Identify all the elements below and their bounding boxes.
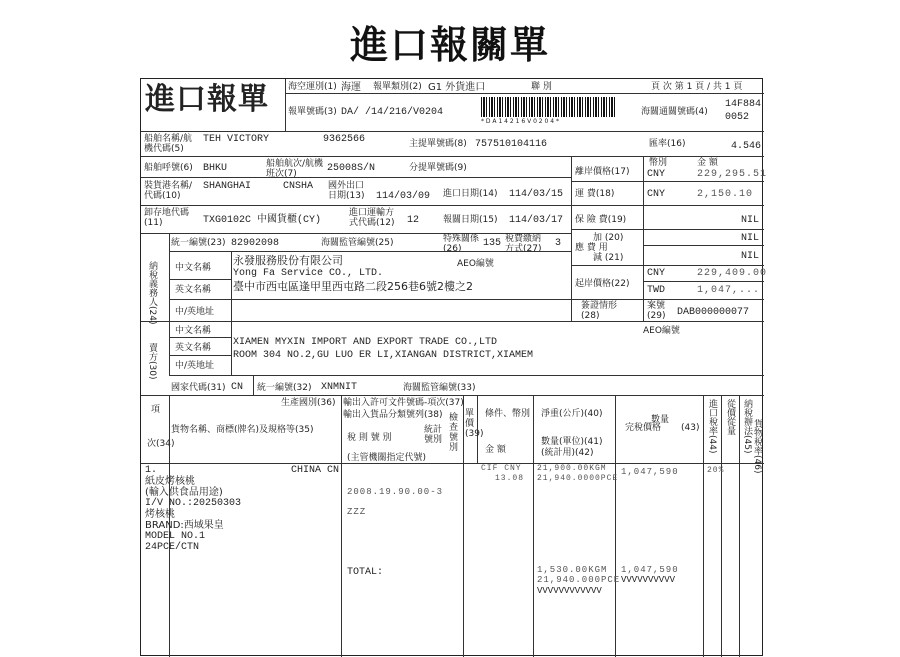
call-sign-label: 船舶呼號(6) [144,163,193,173]
declaration-no-label: 報單號碼(3) [288,107,337,117]
check-label: 檢查號別 [449,413,459,453]
rate-col-label: 進口稅率(44) [707,399,717,454]
qty-label: 數量(單位)(41) [541,437,603,447]
seller-customs-reg-label: 海關監管編號(33) [403,383,476,393]
main-label: (主管機關指定代號) [347,453,427,463]
amount-label: 金 額 [697,158,718,168]
declare-date-value: 114/03/17 [509,215,564,226]
freight-amount: 2,150.10 [697,189,754,200]
total-v-line: VVVVVVVVVVVV [537,586,602,596]
cif-amount: 229,409.00 [697,268,768,279]
transport-mode-label: 進口運輸方式代碼(12) [349,208,395,228]
seller-address-value: ROOM 304 NO.2,GU LUO ER LI,XIANGAN DISTRICT,XIAMEM [233,350,534,361]
item-net-weight: 21,900.00KGM [537,464,607,473]
call-sign-value: BHKU [203,163,228,174]
item-tax-rate: 20% [707,466,725,475]
seller-country-value: CN [231,382,244,393]
twd-currency: TWD [647,285,666,296]
net-weight-label: 淨重(公斤)(40) [541,409,603,419]
tax-method-col-label: 納稅辦法(45) [742,399,752,454]
tariff-label: 稅 則 號 別 [347,433,392,443]
rate-label: 匯率(16) [649,139,686,149]
add-label: 加 (20) [593,233,624,243]
voyage-label: 船舶航次/航機班次(7) [266,159,324,179]
storage-label: 卸存地代碼(11) [144,208,190,228]
item-origin: CHINA CN [291,465,340,476]
master-bl-label: 主提單號碼(8) [409,139,467,149]
freight-label: 運 費(18) [575,189,615,199]
item-unit-price: 13.08 [495,474,525,483]
import-date-label: 進口日期(14) [443,189,498,199]
total-weight: 1,530.00KGM [537,565,608,575]
tax-method-value: 3 [555,238,562,249]
page-info: 頁 次 第 1 頁 / 共 1 頁 [651,82,743,92]
doc-label: 簽證情形(28) [581,301,618,321]
goods-class-label: 輸出入貨品分類號列(38) [343,410,443,420]
seller-uid-value: XNMNIT [321,382,358,393]
customs-declaration-form [140,78,768,656]
storage-value: TXG0102C 中國貨櫃(CY) [203,215,322,226]
export-date-label: 國外出口日期(13) [328,181,365,201]
importer-cn-name-value: 永發服務股份有限公司 [233,254,343,267]
currency-label: 幣別 [649,158,668,168]
sub-label: 減 (21) [593,253,624,263]
declaration-no-value: DA/ /14/216/V0204 [341,107,444,118]
seller-uid-label: 統一編號(32) [257,383,312,393]
port-code: CNSHA [283,181,314,192]
page-title: 進口報關單 [349,23,550,67]
goods-tax-col-label: 貨物稅率(46) [752,419,762,474]
port-label: 裝貨港名稱/代碼(10) [144,181,193,201]
declare-date-label: 報關日期(15) [443,215,498,225]
terms-label: 條件、幣別 [485,409,531,419]
seller-en-name-label: 英文名稱 [175,343,212,353]
importer-cn-name-label: 中文名稱 [175,263,212,273]
port-value: SHANGHAI [203,181,252,192]
declaration-type-label: 報單類別(2) [373,82,422,92]
seller-section-label: 賣方(30) [147,343,157,380]
total-qty: 21,940.000PCE [537,575,621,585]
value-sub-label: 數量 [651,415,670,425]
item-desc-4: 烤核桃 [145,509,175,520]
special-value: 135 [483,238,502,249]
total-label: TOTAL: [347,567,384,578]
customs-no-value-2: 0052 [725,112,750,123]
total-value-v: VVVVVVVVVV [621,575,676,585]
cif-currency: CNY [647,268,666,279]
transport-mode-value: 12 [407,215,420,226]
item-desc-6: MODEL NO.1 [145,531,206,542]
master-bl-value: 757510104116 [475,139,548,150]
permit-label: 輸出入許可文件號碼-項次(37) [343,398,464,408]
importer-en-name-label: 英文名稱 [175,285,212,295]
customs-no-value-1: 14F884 [725,99,762,110]
item-desc-7: 24PCE/CTN [145,542,200,553]
seller-country-label: 國家代碼(31) [171,383,226,393]
importer-address-label: 中/英地址 [175,307,215,317]
item-net-weight-2: 21,940.0000PCE [537,474,619,483]
insurance-amount: NIL [741,215,760,226]
goods-desc-label: 貨物名稱、商標(牌名)及規格等(35) [171,425,314,435]
stat-label: 統計號別 [424,425,443,445]
method-col-label: 從價從量 [725,399,735,435]
export-date-value: 114/03/09 [376,191,431,202]
case-value: DAB000000077 [677,307,750,318]
transport-value: 海運 [341,82,361,93]
importer-aeo-label: AEO編號 [457,259,494,269]
copy-label: 聯 別 [531,82,552,92]
case-label: 案號(29) [647,301,666,321]
item-desc-2: (輸入供食品用途) [145,487,223,498]
vessel-name-value: TEH VICTORY [203,134,270,145]
voyage-value: 25008S/N [327,163,376,174]
special-label: 特殊關係(26) [443,234,480,254]
item-desc-3: I/V NO.:20250303 [145,498,242,509]
customs-no-label: 海關通關號碼(4) [641,107,708,117]
stat-qty-label: (統計用)(42) [541,448,594,458]
form-name: 進口報單 [145,82,269,117]
twd-amount: 1,047,... [697,285,761,296]
import-date-value: 114/03/15 [509,189,564,200]
cif-label: 起岸價格(22) [575,279,630,289]
importer-section-label: 納稅義務人(24) [147,261,157,325]
item-no-label: 次(34) [147,439,175,449]
total-value: 1,047,590 [621,565,679,575]
item-tariff: 2008.19.90.00-3 [347,487,444,497]
insurance-label: 保 險 費(19) [575,215,627,225]
transport-label: 海空運別(1) [288,82,337,92]
item-desc-1: 紙皮烤核桃 [145,476,195,487]
seller-address-label: 中/英地址 [175,361,215,371]
value-label: 完稅價格 [625,423,662,433]
tax-method-label: 稅費繳納方式(27) [505,234,542,254]
importer-customs-reg-label: 海關監管編號(25) [321,238,394,248]
fee-label: 應 費 用 [575,243,608,253]
fob-amount: 229,295.51 [697,169,768,180]
house-bl-label: 分提單號碼(9) [409,163,467,173]
importer-address-value: 臺中市西屯區逢甲里西屯路二段256巷6號2樓之2 [233,280,473,293]
item-value: 1,047,590 [621,467,679,477]
importer-en-name-value: Yong Fa Service CO., LTD. [233,268,384,279]
producer-label: 生產國別(36) [281,398,336,408]
seller-en-name-value: XIAMEN MYXIN IMPORT AND EXPORT TRADE CO.,LTD [233,337,498,348]
importer-uid-label: 統一編號(23) [171,238,226,248]
sub-amount: NIL [741,251,760,262]
item-stat: ZZZ [347,507,367,517]
item-terms: CIF CNY [481,464,522,473]
item-no: 1. [145,465,158,476]
seller-cn-name-label: 中文名稱 [175,326,212,336]
vessel-name-label: 船舶名稱/航機代碼(5) [144,134,193,154]
unit-label: 單價(39) [465,409,484,439]
declaration-type-value: G1 外貨進口 [428,82,486,93]
seller-aeo-label: AEO編號 [643,326,680,336]
rate-value: 4.546 [731,141,762,152]
item-label: 項 [151,405,161,415]
fob-label: 離岸價格(17) [575,167,630,177]
value-code: (43) [681,423,700,433]
add-amount: NIL [741,233,760,244]
barcode-caption: * D A 1 4 2 1 6 V 0 2 0 4 * [481,118,559,125]
importer-uid-value: 82902098 [231,238,280,249]
item-desc-5: BRAND:西域果皇 [145,520,224,531]
vessel-name-code: 9362566 [323,134,366,145]
fob-currency: CNY [647,169,666,180]
amount-col-label: 金 額 [485,445,506,455]
barcode [481,97,617,117]
freight-currency: CNY [647,189,666,200]
